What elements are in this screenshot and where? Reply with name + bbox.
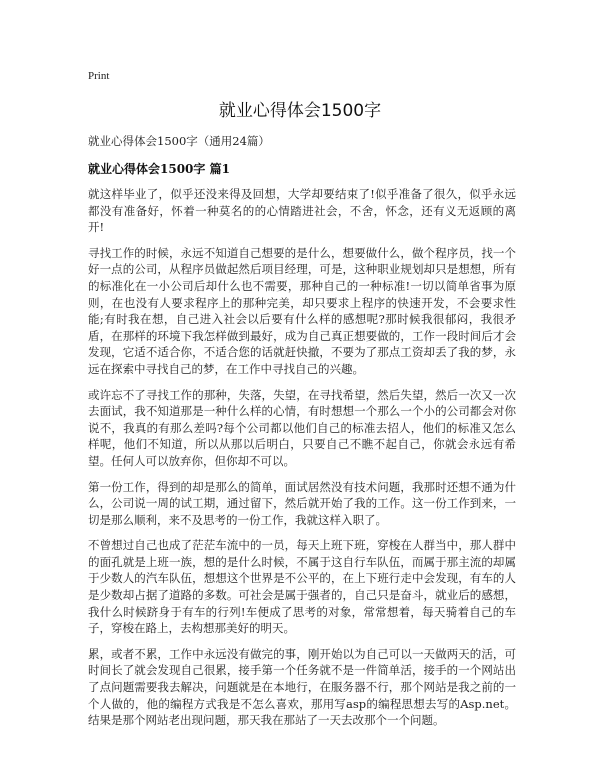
paragraph: 或许忘不了寻找工作的那种，失落，失望，在寻找希望，然后失望，然后一次又一次去面试，我不知道那是一种什么样的心情，有时想想一个那么一个小的公司都会对你说不，我真的有那么差吗?每个公司都以他们自己的标准去招人，他们的标准又怎么样呢，他们不知道，所以从那以后明白，只要自己不瞧不起自己，你就会永远有希望。任何人可以放弃你，但你却不可以。: [88, 387, 516, 468]
print-link[interactable]: Print: [88, 70, 110, 82]
section-heading: 就业心得体会1500字 篇1: [88, 162, 230, 176]
paragraph: 寻找工作的时候，永远不知道自己想要的是什么，想要做什么，做个程序员，找一个好一点的公司，从程序员做起然后项目经理，可是，这种职业规划却只是想想，所有的标准化在一小公司后却什么也不需要，那种自己的一种标准!一切以简单省事为原则，在也没有人要求程序上的那种完美，却只要求上程序的快速开发，不会要求性能;有时我在想，自己进入社会以后要有什么样的感想呢?那时候我很郁闷，我很矛盾，在那样的环境下我怎样做到最好，成为自己真正想要做的，工作一段时间后才会发现，它适不适合你，不适合您的话就赶快撤，不要为了那点工资却丢了我的梦，永远在探索中寻找自己的梦，在工作中寻找自己的兴趣。: [88, 245, 516, 376]
paragraph: 累，或者不累，工作中永远没有做完的事，刚开始以为自己可以一天做两天的活，可时间长了就会发现自己很累，接手第一个任务就不是一件简单活，接手的一个网站出了点问题需要我去解决，问题就是在本地行，在服务器不行，那个网站是我之前的一个人做的，他的编程方式我是不怎么喜欢，那用写asp的编程思想去写的Asp.net。结果是那个网站老出现问题，那天我在那站了一天去改那个一个问题。: [88, 646, 516, 728]
paragraph: 第一份工作，得到的却是那么的简单，面试居然没有技术问题，我那时还想不通为什么，公司说一周的试工期，通过留下，然后就开始了我的工作。这一份工作到来，一切是那么顺利，来不及思考的一份工作，我就这样入职了。: [88, 479, 516, 527]
article-body: [88, 186, 516, 738]
document-subtitle: 就业心得体会1500字（通用24篇）: [88, 134, 270, 148]
page-title: 就业心得体会1500字: [218, 101, 382, 121]
paragraph: 不曾想过自己也成了茫茫车流中的一员，每天上班下班，穿梭在人群当中，那人群中的面孔就是上班一族，想的是什么时候，不属于这自行车队伍，而属于那主流的却属于少数人的汽车队伍，想想这个世界是不公平的，在上下班行走中会发现，有车的人是少数却占据了道路的多数。可社会是属于强者的，自己只是奋斗，就业后的感想，我什么时候跻身于有车的行列!车便成了思考的对象，常常想着，每天骑着自己的车子，穿梭在路上，去构想那美好的明天。: [88, 538, 516, 636]
paragraph: 就这样毕业了，似乎还没来得及回想，大学却要结束了!似乎准备了很久，似乎永远都没有准备好，怀着一种莫名的的心情踏进社会，不舍，怀念，还有义无返顾的离开!: [88, 187, 516, 235]
